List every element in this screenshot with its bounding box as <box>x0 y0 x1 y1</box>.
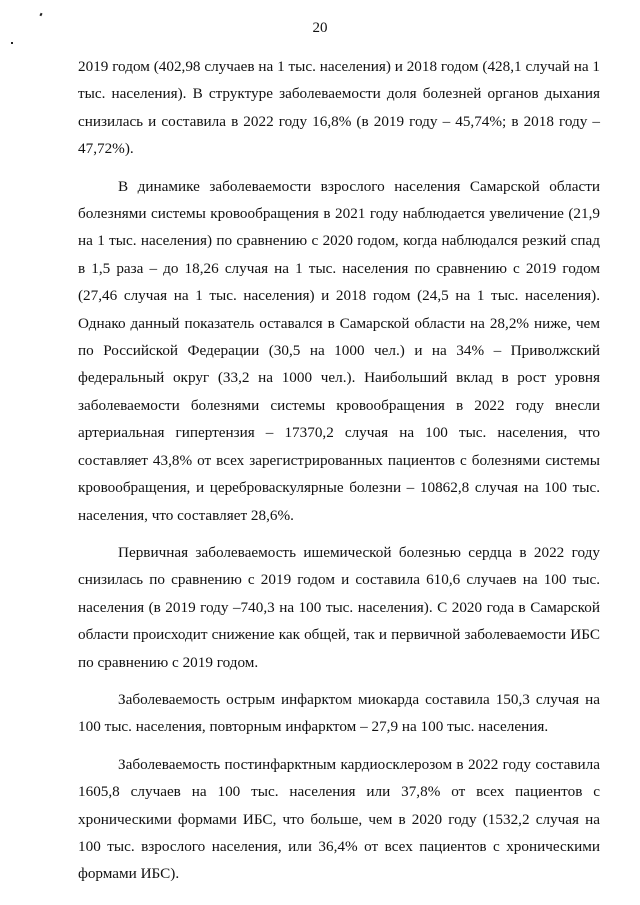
page-number: 20 <box>312 20 328 36</box>
scan-artifact <box>39 13 42 17</box>
paragraph: Заболеваемость острым инфарктом миокарда составила 150,3 случая на 100 тыс. населения, повторным инфарктом – 27,9 на 100 тыс. населения. <box>78 690 600 736</box>
paragraph: Первичная заболеваемость ишемической болезнью сердца в 2022 году снизилась по сравнению с 2019 годом и составила 610,6 случаев на 100 тыс. населения (в 2019 году –740,3 на 100 тыс. населения). С 2020 года в Самарской области происходит снижение как общей, так и первичной заболеваемости ИБС по сравнению с 2019 годом. <box>78 543 600 671</box>
document-body <box>78 53 600 898</box>
paragraph: Заболеваемость постинфарктным кардиосклерозом в 2022 году составила 1605,8 случаев на 100 тыс. населения или 37,8% от всех пациентов с хроническими формами ИБС, что больше, чем в 2020 году (1532,2 случая на 100 тыс. взрослого населения, или 36,4% от всех пациентов с хроническими формами ИБС). <box>78 755 600 883</box>
paragraph: 2019 годом (402,98 случаев на 1 тыс. населения) и 2018 годом (428,1 случай на 1 тыс. населения). В структуре заболеваемости доля болезней органов дыхания снизилась и составила в 2022 году 16,8% (в 2019 году – 45,74%; в 2018 году – 47,72%). <box>78 58 600 158</box>
paragraph: В динамике заболеваемости взрослого населения Самарской области болезнями системы кровообращения в 2021 году наблюдается увеличение (21,9 на 1 тыс. населения) по сравнению с 2020 годом, когда наблюдался резкий спад в 1,5 раза – до 18,26 случая на 1 тыс. населения по сравнению с 2019 годом (27,46 случая на 1 тыс. населения) и 2018 годом (24,5 на 1 тыс. населения). Однако данный показатель оставался в Самарской области на 28,2% ниже, чем по Российской Федерации (30,5 на 1000 чел.) и на 34% – Приволжский федеральный округ (33,2 на 1000 чел.). Наибольший вклад в рост уровня заболеваемости болезнями системы кровообращения в 2022 году внесли артериальная гипертензия – 17370,2 случая на 100 тыс. населения, что составляет 43,8% от всех зарегистрированных пациентов с болезнями системы кровообращения, и цереброваскулярные болезни – 10862,8 случая на 100 тыс. населения, что составляет 28,6%. <box>78 177 600 524</box>
scan-artifact <box>11 42 13 44</box>
